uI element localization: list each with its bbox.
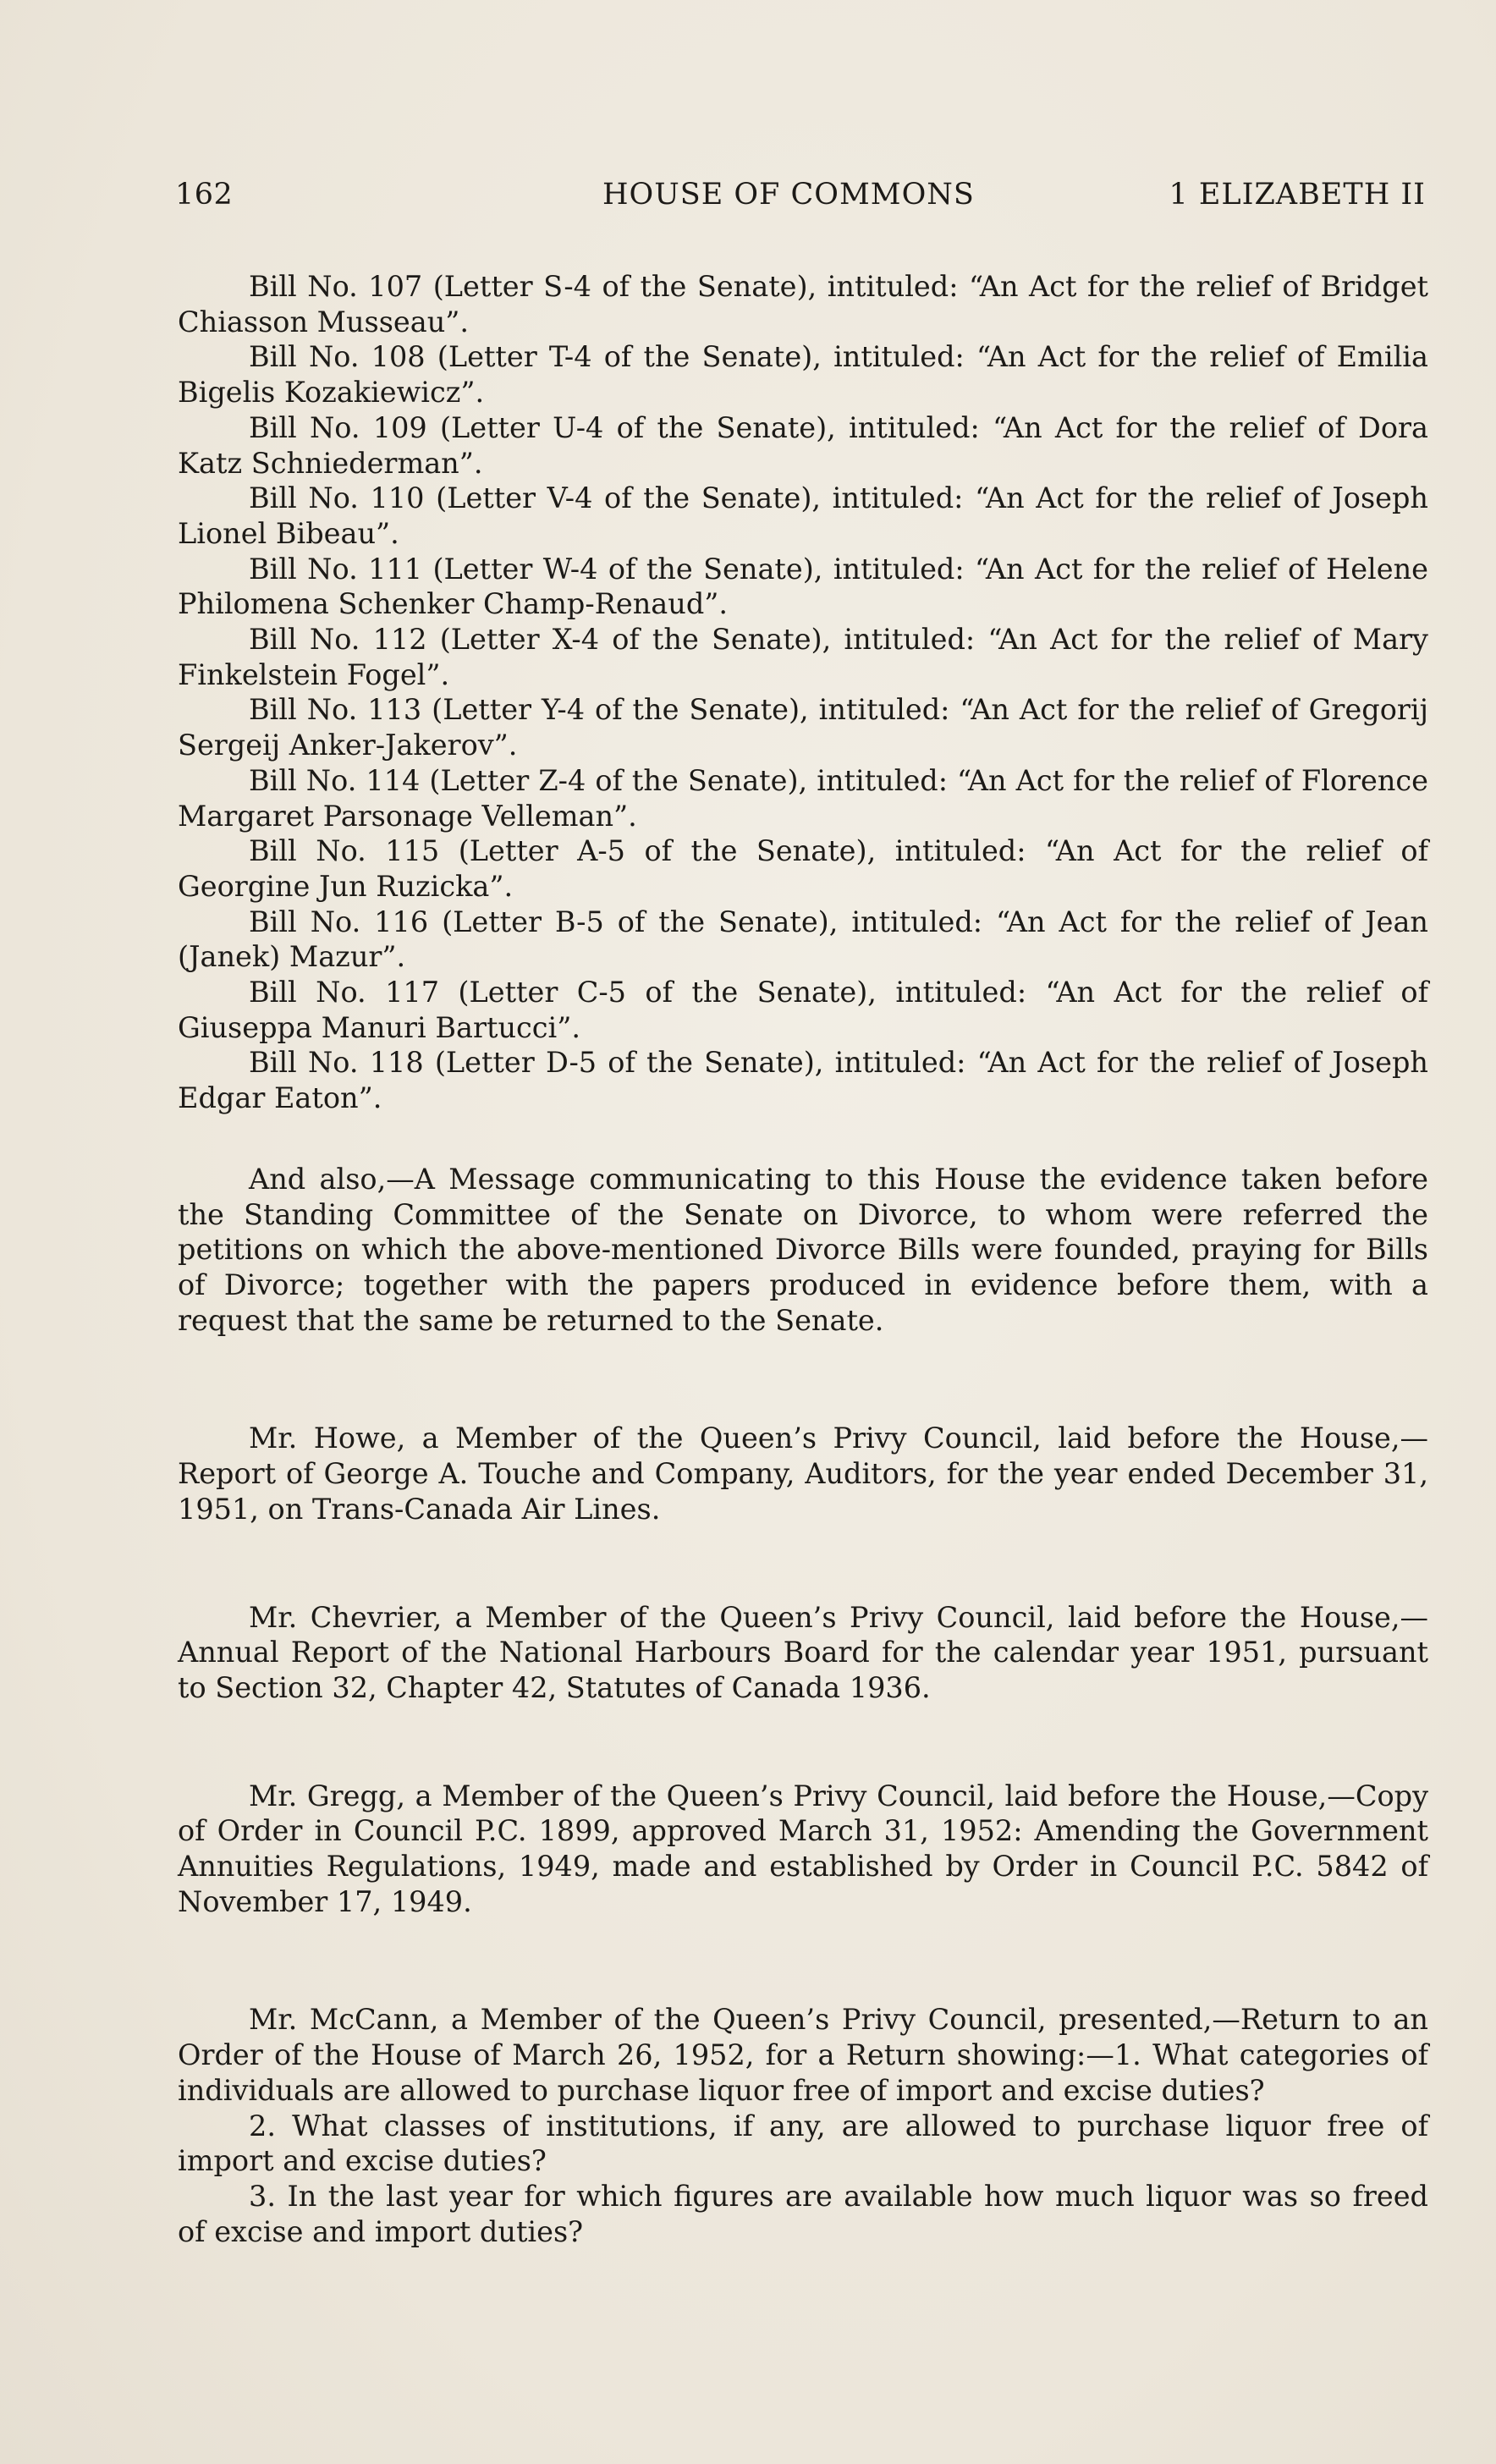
mccann-question-2: 2. What classes of institutions, if any, are allowed to purchase liquor free of import and excise duties? <box>178 2109 1428 2178</box>
mccann-return <box>178 2002 1428 2249</box>
bill-entry: Bill No. 107 (Letter S-4 of the Senate), intituled: “An Act for the relief of Bridget Chiasson Musseau”. <box>178 270 1428 338</box>
bill-entry: Bill No. 112 (Letter X-4 of the Senate), intituled: “An Act for the relief of Mary Finkelstein Fogel”. <box>178 623 1428 691</box>
bill-entry: Bill No. 113 (Letter Y-4 of the Senate), intituled: “An Act for the relief of Gregorij Sergeij Anker-Jakerov”. <box>178 693 1428 762</box>
bill-entry: Bill No. 118 (Letter D-5 of the Senate), intituled: “An Act for the relief of Joseph Edgar Eaton”. <box>178 1046 1428 1115</box>
bill-entry: Bill No. 111 (Letter W-4 of the Senate), intituled: “An Act for the relief of Helene Philomena Schenker Champ-Renaud”. <box>178 552 1428 621</box>
bill-entry: Bill No. 116 (Letter B-5 of the Senate), intituled: “An Act for the relief of Jean (Janek) Mazur”. <box>178 905 1428 974</box>
mccann-question-3: 3. In the last year for which figures are available how much liquor was so freed of excise and import duties? <box>178 2179 1428 2248</box>
bill-entry: Bill No. 117 (Letter C-5 of the Senate), intituled: “An Act for the relief of Giuseppa Manuri Bartucci”. <box>178 976 1428 1044</box>
page-title: HOUSE OF COMMONS <box>602 178 975 212</box>
senate-message-paragraph: And also,—A Message communicating to this House the evidence taken before the Standing Committee of the Senate on Divorce, to whom were referred the petitions on which the above-mentioned Divorce Bills were founded, praying for Bills of Divorce; together with the papers produced in evidence before them, with a request that the same be returned to the Senate. <box>178 1162 1428 1337</box>
running-header <box>175 178 1426 220</box>
mccann-intro: Mr. McCann, a Member of the Queen’s Privy Council, presented,—Return to an Order of the House of March 26, 1952, for a Return showing:—1. What categories of individuals are allowed to purchase liquor free of import and excise duties? <box>178 2003 1428 2107</box>
howe-paragraph: Mr. Howe, a Member of the Queen’s Privy Council, laid before the House,—Report of George A. Touche and Company, Auditors, for the year ended December 31, 1951, on Trans-Canada Air Lines. <box>178 1422 1428 1526</box>
bill-list <box>178 269 1428 1116</box>
gregg-paragraph: Mr. Gregg, a Member of the Queen’s Privy Council, laid before the House,—Copy of Order in Council P.C. 1899, approved March 31, 1952: Amending the Government Annuities Regulations, 1949, made and established by Order in Council P.C. 5842 of November 17, 1949. <box>178 1779 1428 1918</box>
page-number: 162 <box>175 178 234 212</box>
bill-entry: Bill No. 114 (Letter Z-4 of the Senate), intituled: “An Act for the relief of Florence Margaret Parsonage Velleman”. <box>178 763 1428 833</box>
bill-entry: Bill No. 108 (Letter T-4 of the Senate), intituled: “An Act for the relief of Emilia Bigelis Kozakiewicz”. <box>178 340 1428 410</box>
chevrier-paragraph: Mr. Chevrier, a Member of the Queen’s Privy Council, laid before the House,—Annual Report of the National Harbours Board for the calendar year 1951, pursuant to Section 32, Chapter 42, Statutes of Canada 1936. <box>178 1600 1428 1704</box>
bill-entry: Bill No. 109 (Letter U-4 of the Senate), intituled: “An Act for the relief of Dora Katz Schniederman”. <box>178 410 1428 480</box>
bill-entry: Bill No. 115 (Letter A-5 of the Senate), intituled: “An Act for the relief of Georgine Jun Ruzicka”. <box>178 834 1428 903</box>
bill-entry: Bill No. 110 (Letter V-4 of the Senate), intituled: “An Act for the relief of Joseph Lionel Bibeau”. <box>178 481 1428 550</box>
body-text <box>178 269 1428 2249</box>
regnal-year: 1 ELIZABETH II <box>1169 178 1426 212</box>
